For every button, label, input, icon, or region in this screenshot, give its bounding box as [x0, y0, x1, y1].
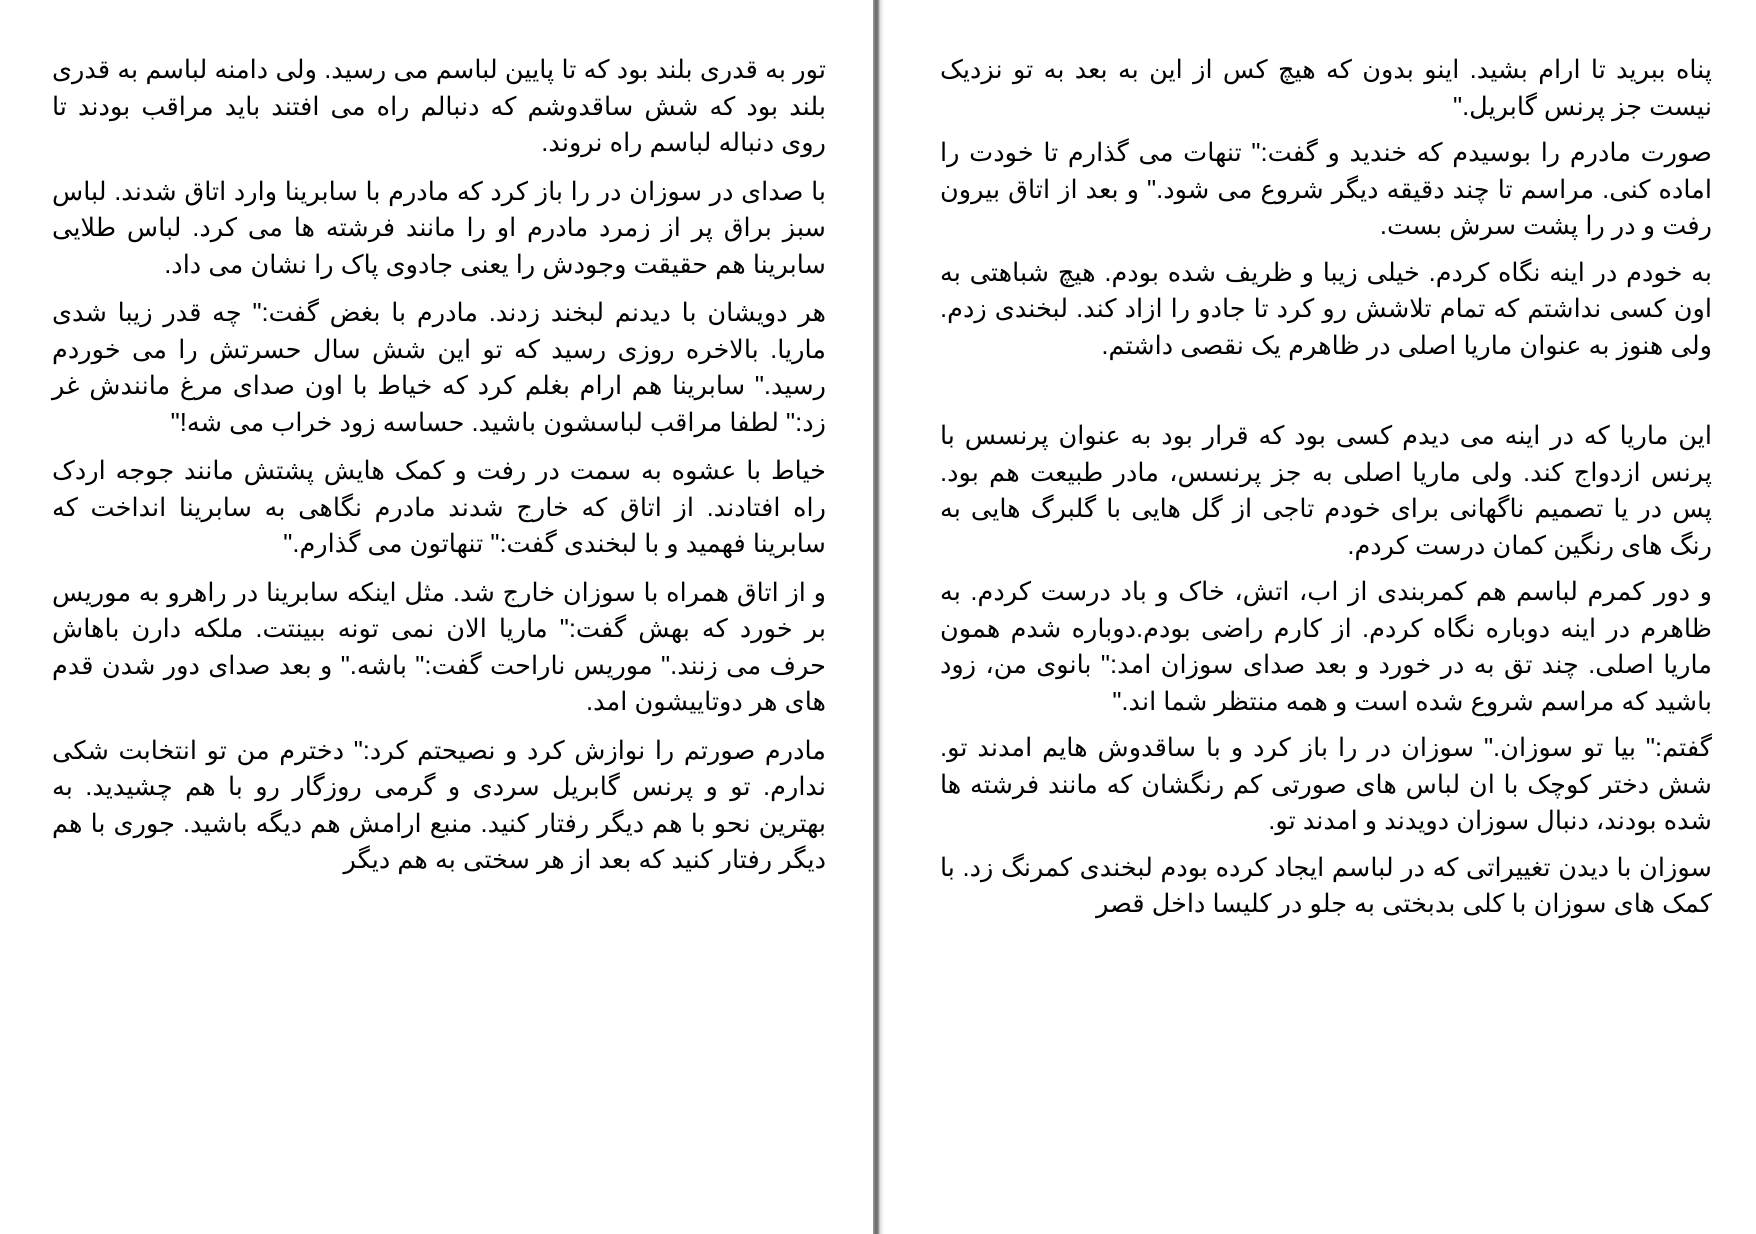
paragraph: سوزان با دیدن تغییراتی که در لباسم ایجاد کرده بودم لبخندی کمرنگ زد. با کمک های سوزان با کلی بدبختی به جلو در کلیسا داخل قصر: [940, 853, 1712, 918]
paragraph: مادرم صورتم را نوازش کرد و نصیحتم کرد:" دخترم من تو انتخابت شکی ندارم. تو و پرنس گابریل سردی و گرمی روزگار رو با هم چشیدید. به بهترین نحو با هم دیگر رفتار کنید. منبع ارامش هم دیگه باشید. جوری با هم دیگر رفتار کنید که بعد از هر سختی به هم دیگر: [52, 736, 826, 874]
paragraph: به خودم در اینه نگاه کردم. خیلی زیبا و ظریف شده بودم. هیچ شباهتی به اون کسی نداشتم که تمام تلاشش رو کرد تا جادو را ازاد کند. لبخندی زدم. ولی هنوز به عنوان ماریا اصلی در ظاهرم یک نقصی داشتم.: [940, 258, 1712, 360]
paragraph: خیاط با عشوه به سمت در رفت و کمک هایش پشتش مانند جوجه اردک راه افتادند. از اتاق که خارج شدند مادرم نگاهی به سابرینا انداخت که سابرینا فهمید و با لبخندی گفت:" تنهاتون می گذارم.": [52, 457, 826, 558]
left-page: [0, 0, 870, 1234]
paragraph: تور به قدری بلند بود که تا پایین لباسم می رسید. ولی دامنه لباسم به قدری بلند بود که شش ساقدوشم که دنبالم راه می افتند باید مراقب بودند تا روی دنباله لباسم راه نروند.: [52, 56, 826, 157]
paragraph: این ماریا که در اینه می دیدم کسی بود که قرار بود به عنوان پرنسس با پرنس ازدواج کند. ولی ماریا اصلی به جز پرنسس، مادر طبیعت هم بود. پس در یا تصمیم ناگهانی برای خودم تاجی از گل هایی با گلبرگ هایی به رنگ های رنگین کمان درست کردم.: [940, 422, 1712, 560]
paragraph: گفتم:" بیا تو سوزان." سوزان در را باز کرد و با ساقدوش هایم امدند تو. شش دختر کوچک با ان لباس های صورتی کم رنگشان که مانند فرشته ها شده بودند، دنبال سوزان دویدند و امدند تو.: [940, 734, 1712, 835]
paragraph: و از اتاق همراه با سوزان خارج شد. مثل اینکه سابرینا در راهرو به موریس بر خورد که بهش گفت:" ماریا الان نمی تونه ببینتت. ملکه دارن باهاش حرف می زنند." موریس ناراحت گفت:" باشه." و بعد صدای دور شدن قدم های هر دوتاییشون امد.: [52, 578, 826, 716]
paragraph: پناه ببرید تا ارام بشید. اینو بدون که هیچ کس از این به بعد به تو نزدیک نیست جز پرنس گابریل.": [940, 56, 1712, 121]
paragraph: هر دویشان با دیدنم لبخند زدند. مادرم با بغض گفت:" چه قدر زیبا شدی ماریا. بالاخره روزی رسید که تو این شش سال حسرتش را می خوردم رسید." سابرینا هم ارام بغلم کرد که خیاط با اون صدای مرغ مانندش غر زد:" لطفا مراقب لباسشون باشید. حساسه زود خراب می شه!": [52, 299, 826, 437]
right-page: [892, 0, 1756, 1234]
page-gutter-divider: [870, 0, 892, 1234]
paragraph: و دور کمرم لباسم هم کمربندی از اب، اتش، خاک و باد درست کردم. به ظاهرم در اینه دوباره نگاه کردم. از کارم راضی بودم.دوباره شدم همون ماریا اصلی. چند تق به در خورد و بعد صدای سوزان امد:" بانوی من، زود باشید که مراسم شروع شده است و همه منتظر شما اند.": [940, 578, 1712, 716]
paragraph: صورت مادرم را بوسیدم که خندید و گفت:" تنهات می گذارم تا خودت را اماده کنی. مراسم تا چند دقیقه دیگر شروع می شود." و بعد از اتاق بیرون رفت و در را پشت سرش بست.: [940, 139, 1712, 240]
paragraph: با صدای در سوزان در را باز کرد که مادرم با سابرینا وارد اتاق شدند. لباس سبز براق پر از زمرد مادرم او را مانند فرشته ها می کرد. لباس طلایی سابرینا هم حقیقت وجودش را یعنی جادوی پاک را نشان می داد.: [52, 177, 826, 279]
